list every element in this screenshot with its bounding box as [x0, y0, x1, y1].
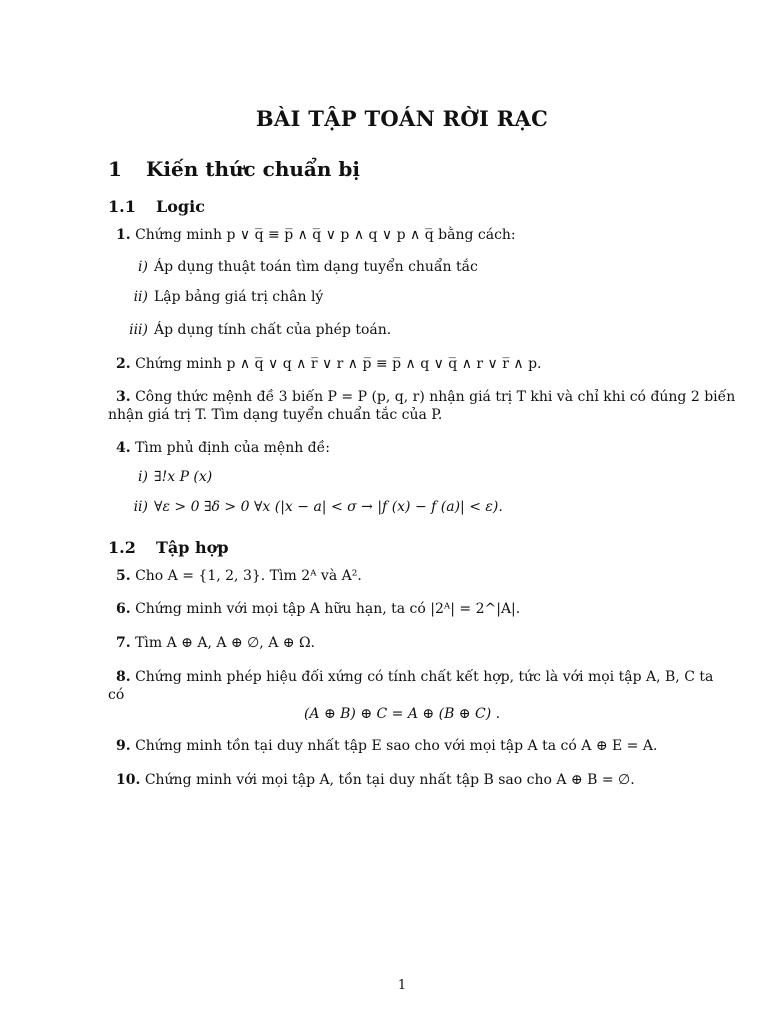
item-text: Áp dụng tính chất của phép toán. — [154, 322, 392, 338]
exercise-text: Cho A = {1, 2, 3}. Tìm 2ᴬ và A². — [135, 568, 362, 584]
item-label: i) — [138, 259, 148, 275]
exercise-2 — [108, 355, 706, 373]
exercise-text: Chứng minh tồn tại duy nhất tập E sao cho với mọi tập A ta có A ⊕ E = A. — [135, 738, 658, 754]
exercise-number: 1. — [116, 227, 131, 243]
item-label: iii) — [129, 322, 148, 338]
exercise-4-item-i — [108, 468, 718, 486]
subsection-logic-heading — [108, 197, 205, 216]
exercise-1-item-ii — [108, 288, 718, 306]
document-page — [108, 0, 736, 1024]
exercise-number: 8. — [116, 669, 131, 685]
exercise-number: 9. — [116, 738, 131, 754]
exercise-text: Chứng minh p ∧ q̅ ∨ q ∧ r̅ ∨ r ∧ p̅ ≡ p̅ ∧ q ∨ q̅ ∧ r ∨ r̅ ∧ p. — [135, 356, 542, 372]
exercise-3-line-1 — [108, 388, 736, 406]
exercise-10 — [108, 771, 706, 789]
exercise-6 — [108, 600, 706, 618]
item-text: Áp dụng thuật toán tìm dạng tuyển chuẩn tắc — [154, 259, 478, 275]
exercise-4 — [108, 439, 706, 457]
item-text: ∀ε > 0 ∃δ > 0 ∀x (|x − a| < σ → |f (x) − f (a)| < ε). — [154, 499, 503, 515]
exercise-number: 6. — [116, 601, 131, 617]
exercise-number: 3. — [116, 389, 131, 405]
item-label: i) — [138, 469, 148, 485]
subsection-title: Tập hợp — [156, 538, 229, 557]
exercise-text: Chứng minh phép hiệu đối xứng có tính chất kết hợp, tức là với mọi tập A, B, C ta — [135, 669, 714, 685]
exercise-text: Chứng minh p ∨ q̅ ≡ p̅ ∧ q̅ ∨ p ∧ q ∨ p ∧ q̅ bằng cách: — [135, 227, 516, 243]
exercise-number: 10. — [116, 772, 141, 788]
exercise-7 — [108, 634, 706, 652]
exercise-8-line-2: có — [108, 687, 125, 703]
exercise-text: Công thức mệnh đề 3 biến P = P (p, q, r) nhận giá trị T khi và chỉ khi có đúng 2 biến — [135, 389, 736, 405]
exercise-3-line-2: nhận giá trị T. Tìm dạng tuyển chuẩn tắc của P. — [108, 407, 443, 423]
exercise-text: Tìm phủ định của mệnh đề: — [135, 440, 330, 456]
exercise-1-item-i — [108, 258, 718, 276]
exercise-1-item-iii — [108, 321, 718, 339]
exercise-number: 4. — [116, 440, 131, 456]
subsection-number: 1.2 — [108, 538, 136, 557]
exercise-text: Chứng minh với mọi tập A, tồn tại duy nhất tập B sao cho A ⊕ B = ∅. — [144, 772, 635, 788]
subsection-sets-heading — [108, 538, 229, 557]
exercise-number: 7. — [116, 635, 131, 651]
exercise-8-display-equation: (A ⊕ B) ⊕ C = A ⊕ (B ⊕ C) . — [303, 706, 501, 722]
section-title: Kiến thức chuẩn bị — [146, 157, 360, 181]
item-label: ii) — [133, 499, 148, 515]
exercise-8-line-1 — [108, 668, 714, 686]
exercise-text: Tìm A ⊕ A, A ⊕ ∅, A ⊕ Ω. — [135, 635, 316, 651]
section-1-heading — [108, 157, 360, 181]
exercise-number: 5. — [116, 568, 131, 584]
item-label: ii) — [133, 289, 148, 305]
exercise-number: 2. — [116, 356, 131, 372]
item-text: Lập bảng giá trị chân lý — [154, 289, 324, 305]
exercise-1 — [108, 226, 706, 244]
page-number: 1 — [397, 978, 407, 993]
exercise-5 — [108, 567, 706, 585]
exercise-text: Chứng minh với mọi tập A hữu hạn, ta có |2ᴬ| = 2^|A|. — [135, 601, 521, 617]
exercise-4-item-ii — [108, 498, 718, 516]
item-text: ∃!x P (x) — [154, 469, 213, 485]
exercise-9 — [108, 737, 706, 755]
section-number: 1 — [108, 157, 122, 181]
subsection-title: Logic — [156, 197, 205, 216]
subsection-number: 1.1 — [108, 197, 136, 216]
document-title: BÀI TẬP TOÁN RỜI RẠC — [255, 106, 549, 131]
